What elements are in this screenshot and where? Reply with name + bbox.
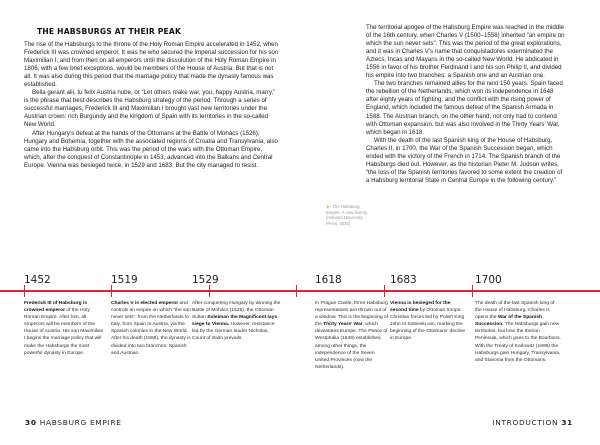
paragraph: Bella gerant alii, tu felix Austria nube, or “Let others make war, you, happy Austria, marry,” is the phrase that best describes the Habsburg strategy of the period. Through a series of successful marriages, Frederick III and Maximilian I brought vast new territories under the Austrian crown: rich Burgundy and the kingdom of Spain with its territories in the so-called New World. (24, 89, 276, 129)
timeline-entry (192, 300, 282, 343)
timeline-year: 1452 (24, 274, 51, 286)
timeline-axis (0, 290, 600, 292)
timeline-entry-lead: Vienna is besieged for the second time (390, 301, 451, 314)
timeline-entry (315, 300, 390, 371)
timeline-entry-text: The death of the last Spanish king of the House of Habsburg, Charles II, opens the (475, 301, 555, 321)
figure-caption (326, 204, 374, 227)
timeline (0, 260, 600, 410)
timeline-entry-text: In Prague Castle, three Habsburg representatives are thrown out of a window. This is the beginning of the (315, 301, 389, 328)
timeline-year: 1700 (475, 274, 502, 286)
timeline-tick (296, 285, 297, 297)
running-head: HABSBURG EMPIRE (39, 418, 122, 427)
timeline-tick (209, 285, 210, 297)
timeline-entry-text: However, resistance led by the German leader Nicholas, Count of Salm prevails. (192, 322, 275, 342)
timeline-entry (390, 300, 468, 343)
left-column (24, 41, 279, 170)
timeline-year: 1683 (390, 274, 417, 286)
timeline-entry-lead: Frederick III of Habsburg is crowned emperor (24, 301, 88, 314)
folio-right (492, 418, 573, 427)
timeline-tick (384, 285, 385, 297)
timeline-entry-text: After conquering Hungary by winning the Battle of Mohács (1526), the Ottoman Sultan (192, 301, 281, 321)
caption-text: The Habsburg Empire. A new history. (Harvard University Press, 2016) (326, 204, 369, 227)
timeline-year: 1618 (315, 274, 342, 286)
timeline-entry (111, 300, 193, 357)
paragraph: After Hungary’s defeat at the hands of the Ottomans at the Battle of Mohács (1526), Hungary and Bohemia, together with the associated regions of Croatia and Transylvania, also came into the Habsburg orbit. This was the period of the wars with the Ottoman Empire, which, after the conquest of Constantinople in 1453, advanced into the Balkans and Central Europe. Vienna was besieged twice, in 1529 and 1683. But the city managed to resist. (24, 129, 278, 169)
timeline-year: 1529 (192, 274, 219, 286)
timeline-entry-text: The Habsburgs gain new territories, but lose the Iberian Peninsula, which goes to the Bourbons. With the Treaty of Karlowitz (1699) the Habsburgs gain Hungary, Transylvania, and Slavonia from the Ottomans. (475, 322, 561, 363)
right-column (366, 24, 566, 185)
timeline-entry-text: , which devastates Europe. The Peace of Westphalia (1648) establishes, among other things, the independence of the Seven United Provinces (now the Netherlands). (315, 322, 388, 370)
timeline-tick (24, 285, 25, 297)
folio-left (25, 418, 122, 427)
arrow-right-icon: ► (326, 204, 331, 209)
timeline-entry-text: by Ottoman troops. Christian forces led by Polish King John III Sobieski win, marking the beginning of the Ottomans’ decline in Europe. (390, 308, 466, 342)
timeline-entry (475, 300, 561, 364)
page-number: 30 (25, 418, 37, 427)
timeline-entry (24, 300, 104, 357)
timeline-tick (472, 285, 473, 297)
timeline-entry-lead: Charles V is elected emperor (111, 301, 179, 306)
timeline-entry-text: and controls an empire on which “the sun never sets”: from the Netherlands to Italy, from Spain to Austria, via the Spanish colonies in the New World. After his death (1558), the dynasty is divided into two branches: Spanish and Austrian. (111, 301, 191, 356)
paragraph: The territorial apogee of the Habsburg Empire was reached in the middle of the 16th century, when Charles V (1500–1558) inherited “an empire on which the sun never sets”. This was the period of the great explorations, and it was in Charles V’s name that conquistadores exterminated the Aztecs, Incas and Mayans in the so-called New World. He abdicated in 1556 in favor of his brother Ferdinand I and his son Philip II, and divided his empire into two branches: a Spanish one and an Austrian one. (366, 24, 565, 80)
running-head: INTRODUCTION (492, 418, 559, 427)
timeline-entry-highlight: Suleiman the Magnificent lays siege to Vienna. (192, 315, 278, 328)
timeline-entry-highlight: Thirty Years’ War (323, 322, 363, 328)
timeline-entry-text: of the Holy Roman Empire. After him, all emperors will be members of the House of Austria. His son Maximilian I begins the marriage policy that will make the Habsburgs the most powerful dynasty in Europe. (24, 308, 104, 356)
page-number: 31 (561, 418, 573, 427)
timeline-tick (111, 285, 112, 297)
paragraph: The rise of the Habsburgs to the throne of the Holy Roman Empire accelerated in 1452, when Frederick III was crowned emperor. It was he who secured the imperial succession for his son Maximilian I, and from then on all emperors until the dissolution of the Holy Roman Empire in 1806, with a few brief exceptions, would be members of the House of Austria. But that is not all. It was also during this period that the marriage policy that made the dynasty famous was established. (24, 41, 279, 89)
timeline-year: 1519 (111, 274, 138, 286)
article-title: THE HABSBURGS AT THEIR PEAK (37, 27, 182, 36)
timeline-entry-highlight: War of the Spanish Succession. (475, 315, 542, 328)
paragraph: The two branches remained allies for the next 150 years. Spain faced the rebellion of the Netherlands, which won its independence in 1648 after eighty years of fighting, and the conflict with the rising power of England, which included the famous defeat of the Spanish Armada in 1588. The Austrian branch, on the other hand, not only had to contend with Ottoman expansion, but was also involved in the Thirty Years’ War, which began in 1618. (366, 80, 563, 136)
paragraph: With the death of the last Spanish king of the House of Habsburg, Charles II, in 1700, the War of the Spanish Succession began, which ended with the victory of the French in 1714. The Spanish branch of the Habsburgs died out. However, as the historian Pieter M. Judson writes, “the loss of the Spanish territories favored to some extent the creation of a Habsburg territorial State in Central Europe in the following century.” (366, 136, 563, 184)
